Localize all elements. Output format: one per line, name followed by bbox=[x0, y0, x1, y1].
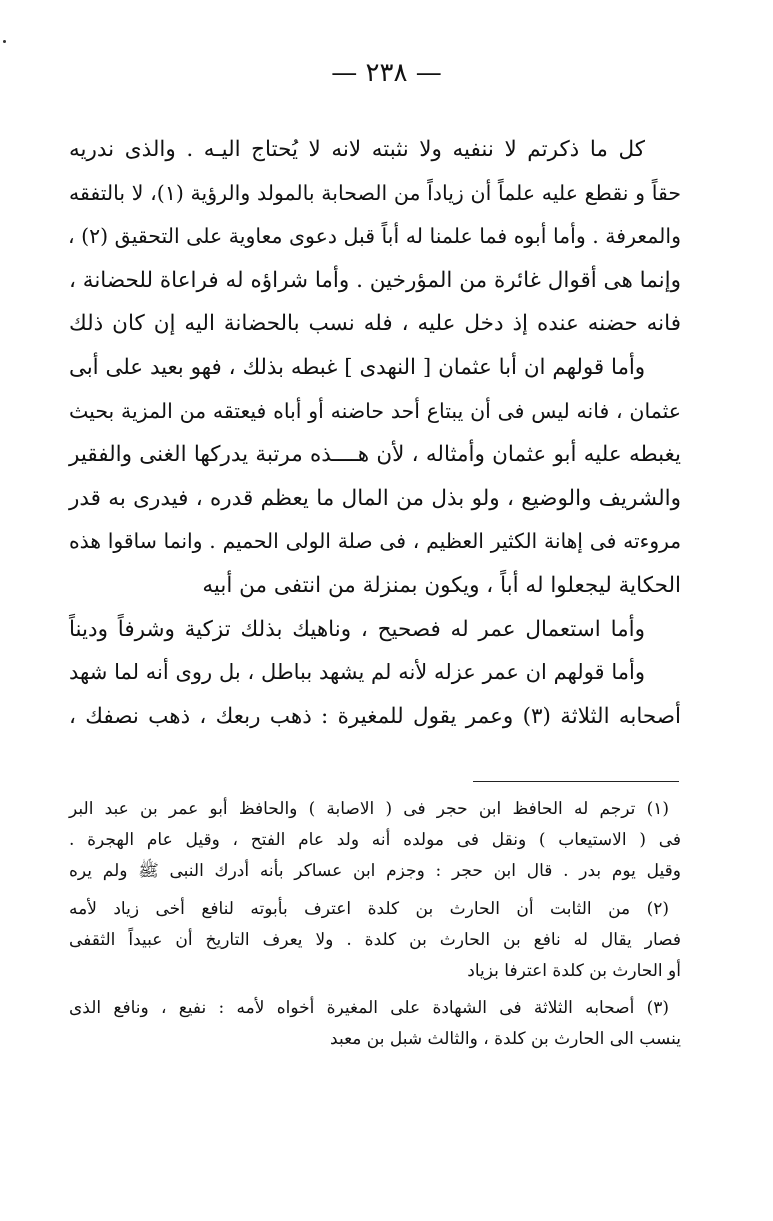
main-text bbox=[69, 128, 681, 738]
page-number: — ٢٣٨ — bbox=[331, 58, 442, 88]
text-line: وإنما هى أقوال غائرة من المؤرخين . وأما شراؤه له فراعاة للحضانة ، bbox=[69, 267, 681, 293]
text-line: حقاً و نقطع عليه علماً أن زياداً من الصحابة بالمولد والرؤية (١)، لا بالتفقه bbox=[69, 180, 682, 205]
footnote-separator bbox=[473, 781, 679, 782]
footnote-1 bbox=[69, 794, 681, 888]
scan-speck bbox=[3, 40, 6, 43]
footnote-line: فى ( الاستيعاب ) ونقل فى مولده أنه ولد عام الفتح ، وقيل عام الهجرة . bbox=[69, 830, 681, 851]
text-line: وأما استعمال عمر له فصحيح ، وناهيك بذلك تزكية وشرفاً وديناً bbox=[69, 616, 645, 642]
text-line: وأما قولهم ان عمر عزله لأنه لم يشهد بباطل ، بل روى أنه لما شهد bbox=[69, 660, 645, 685]
text-line: فانه حضنه عنده إذ دخل عليه ، فله نسب بالحضانة اليه إن كان ذلك bbox=[69, 311, 681, 337]
footnote-line: أو الحارث بن كلدة اعترفا بزياد bbox=[467, 960, 681, 981]
footnotes bbox=[69, 794, 681, 1056]
text-line: مروءته فى إهانة الكثير العظيم ، فى صلة الولى الحميم . وانما ساقوا هذه bbox=[69, 529, 681, 554]
footnote-line: (٢) من الثابت أن الحارث بن كلدة اعترف بأبوته لنافع أخى زياد لأمه bbox=[69, 898, 669, 919]
footnote-line: فصار يقال له نافع بن الحارث بن كلدة . ولا يعرف التاريخ أن عبيداً الثقفى bbox=[69, 929, 681, 950]
text-line: أصحابه الثلاثة (٣) وعمر يقول للمغيرة : ذهب ربعك ، ذهب نصفك ، bbox=[69, 703, 682, 729]
footnote-3 bbox=[69, 993, 681, 1055]
text-line: والشريف والوضيع ، ولو بذل من المال ما يعظم قدره ، فيدرى به قدر bbox=[69, 485, 681, 511]
text-line: كل ما ذكرتم لا ننفيه ولا نثبته لانه لا يُحتاج اليـه . والذى ندريه bbox=[69, 137, 645, 162]
text-line: وأما قولهم ان أبا عثمان [ النهدى ] غبطه بذلك ، فهو بعيد على أبى bbox=[69, 354, 645, 380]
text-line: عثمان ، فانه ليس فى أن يبتاع أحد حاضنه أو أباه فيعتقه من المزية بحيث bbox=[69, 398, 681, 423]
text-line: والمعرفة . وأما أبوه فما علمنا له أباً قبل دعوى معاوية على التحقيق (٢) ، bbox=[67, 224, 681, 249]
footnote-line: (٣) أصحابه الثلاثة فى الشهادة على المغيرة أخواه لأمه : نفيع ، ونافع الذى bbox=[69, 998, 669, 1019]
text-line: الحكاية ليجعلوا له أباً ، ويكون بمنزلة من انتفى من أبيه bbox=[202, 572, 681, 598]
footnote-line: (١) ترجم له الحافظ ابن حجر فى ( الاصابة ) والحافظ أبو عمر بن عبد البر bbox=[69, 799, 669, 819]
text-line: يغبطه عليه أبو عثمان وأمثاله ، لأن هــــذه مرتبة يدركها الغنى والفقير bbox=[69, 442, 681, 468]
footnote-line: وقيل يوم بدر . قال ابن حجر : وجزم ابن عساكر بأنه أدرك النبى ﷺ ولم يره bbox=[69, 861, 681, 882]
footnote-2 bbox=[69, 894, 681, 988]
footnote-line: ينسب الى الحارث بن كلدة ، والثالث شبل بن معبد bbox=[330, 1029, 681, 1050]
